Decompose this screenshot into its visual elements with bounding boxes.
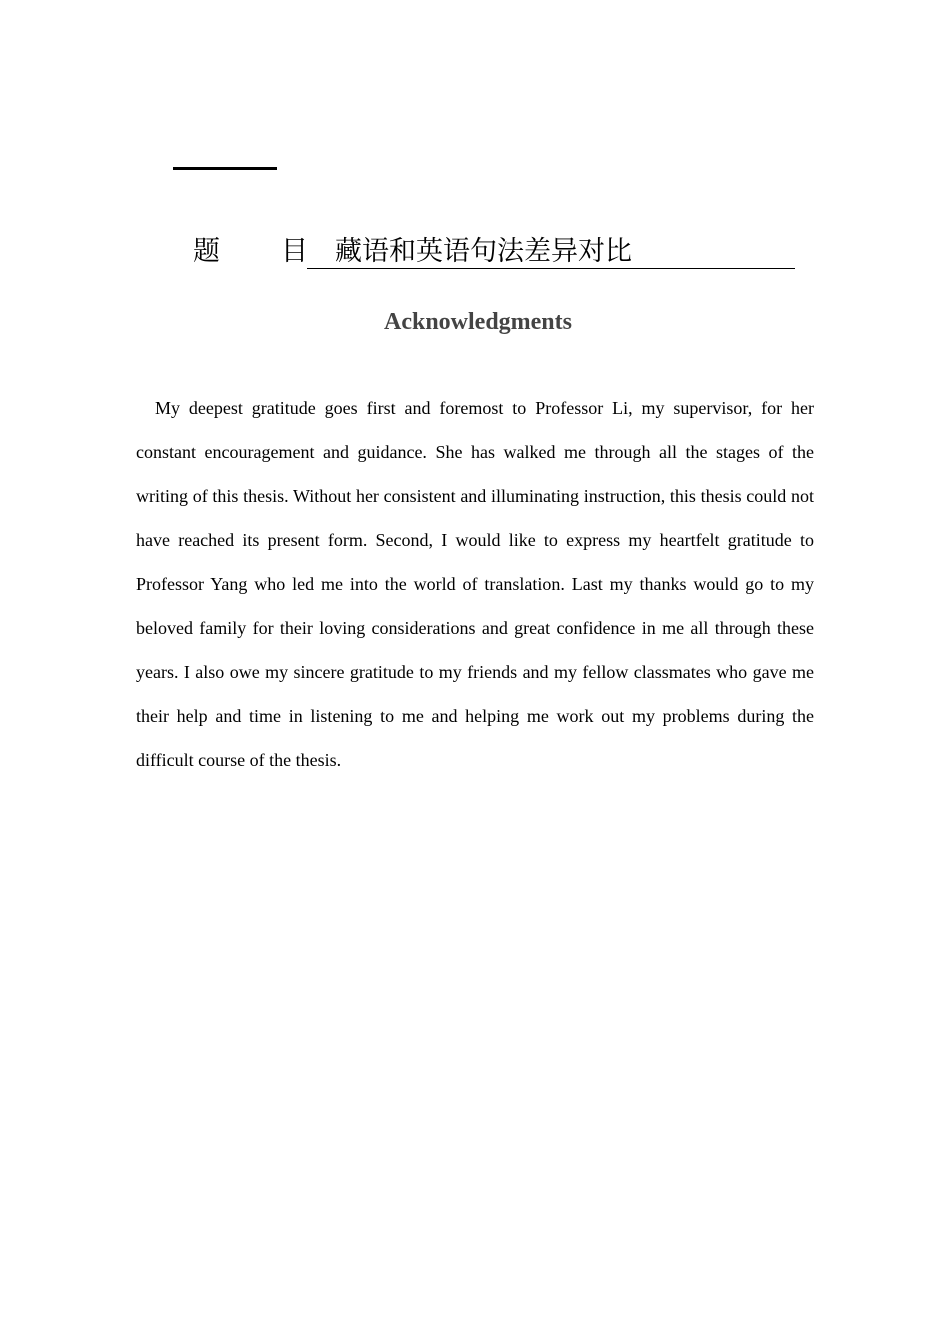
title-underline-blank <box>307 232 795 269</box>
title-label-char-2: 目 <box>281 236 308 267</box>
title-label-char-1: 题 <box>193 236 220 267</box>
top-horizontal-rule <box>173 167 277 170</box>
acknowledgments-heading: Acknowledgments <box>383 309 572 335</box>
thesis-title-value: 藏语和英语句法差异对比 <box>335 236 632 267</box>
acknowledgments-paragraph: My deepest gratitude goes first and foremost to Professor Li, my supervisor, for her constant encouragement and guidance. She has walked me through all the stages of the writing of this thesis. Without her consistent and illuminating instruction, this thesis could not have reached its present form. Second, I would like to express my heartfelt gratitude to Professor Yang who led me into the world of translation. Last my thanks would go to my beloved family for their loving considerations and great confidence in me all through these years. I also owe my sincere gratitude to my friends and my fellow classmates who gave me their help and time in listening to me and helping me work out my problems during the difficult course of the thesis. <box>136 398 814 770</box>
thesis-title-field <box>193 232 797 272</box>
